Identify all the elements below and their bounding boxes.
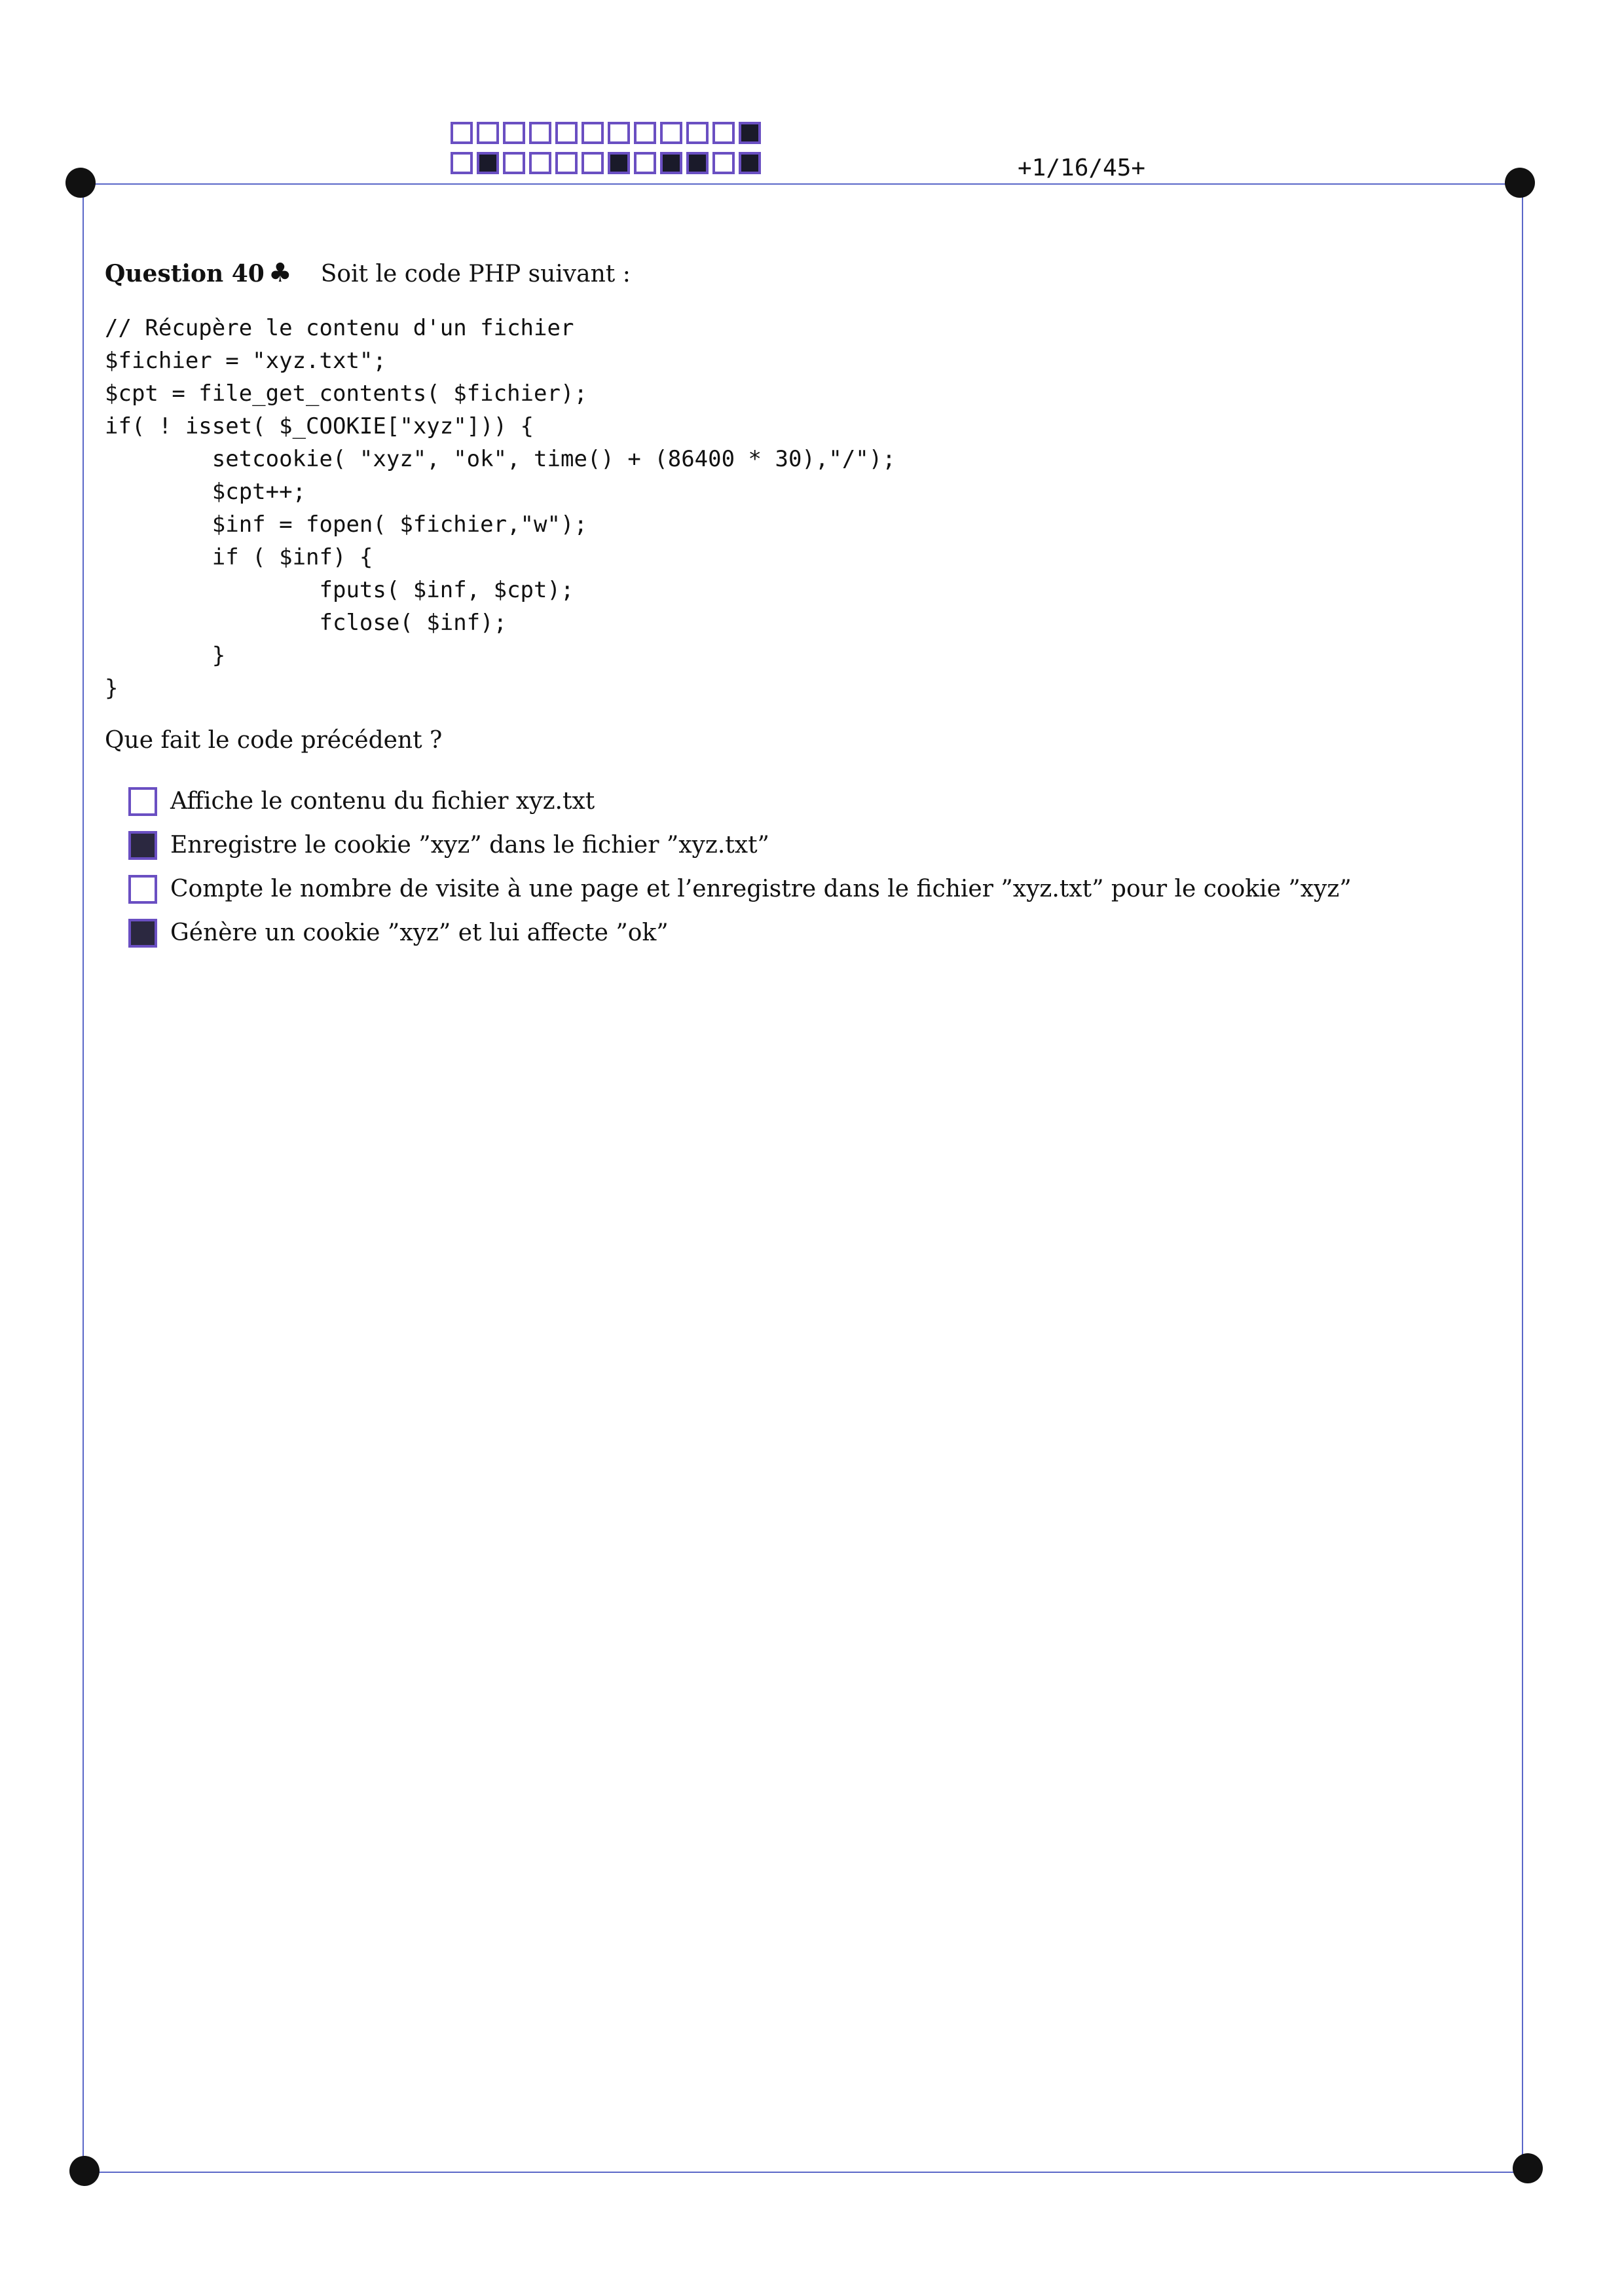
barcode-cell bbox=[712, 122, 735, 144]
page-id: +1/16/45+ bbox=[1018, 155, 1146, 181]
corner-marker-bottom-right bbox=[1513, 2153, 1543, 2183]
barcode-cell bbox=[555, 152, 578, 174]
barcode-cell bbox=[608, 122, 630, 144]
code-block: // Récupère le contenu d'un fichier $fichier = "xyz.txt"; $cpt = file_get_contents( $fichier); if( ! isset( $_COOKIE["xyz"])) { setcookie( "xyz", "ok", time() + (86400 * 30),"/"); $cpt++; $inf = fopen( $fichier,"w"); if ( $inf) { fputs( $inf, $cpt); fclose( $inf); } } bbox=[105, 315, 896, 701]
barcode-cell bbox=[660, 122, 682, 144]
answer-label: Compte le nombre de visite à une page et l’enregistre dans le fichier ”xyz.txt” pour le cookie ”xyz” bbox=[170, 876, 1352, 902]
barcode-cell bbox=[477, 122, 499, 144]
corner-marker-bottom-left bbox=[69, 2156, 100, 2186]
answer-list bbox=[128, 779, 1352, 955]
barcode-cell bbox=[608, 152, 630, 174]
barcode-cell bbox=[451, 122, 473, 144]
barcode-cell bbox=[660, 152, 682, 174]
barcode-cell bbox=[686, 152, 709, 174]
barcode-cell bbox=[477, 152, 499, 174]
question-prompt: Soit le code PHP suivant : bbox=[320, 261, 631, 287]
barcode-cell bbox=[503, 122, 525, 144]
checked-checkbox[interactable] bbox=[128, 831, 157, 860]
answer-label: Génère un cookie ”xyz” et lui affecte ”ok” bbox=[170, 919, 669, 946]
answer-label: Enregistre le cookie ”xyz” dans le fichier ”xyz.txt” bbox=[170, 832, 769, 859]
corner-marker-top-left bbox=[65, 168, 96, 198]
answer-option[interactable] bbox=[128, 823, 1352, 867]
checkbox[interactable] bbox=[128, 875, 157, 904]
barcode-cell bbox=[503, 152, 525, 174]
answer-label: Affiche le contenu du fichier xyz.txt bbox=[170, 788, 595, 815]
barcode-cell bbox=[529, 152, 551, 174]
checkbox[interactable] bbox=[128, 787, 157, 816]
answer-option[interactable] bbox=[128, 911, 1352, 955]
barcode-cell bbox=[451, 152, 473, 174]
question-label: Question 40 bbox=[105, 260, 265, 287]
barcode-row-1 bbox=[451, 122, 765, 144]
barcode-cell bbox=[634, 152, 656, 174]
barcode-cell bbox=[686, 122, 709, 144]
barcode-cell bbox=[634, 122, 656, 144]
answer-option[interactable] bbox=[128, 779, 1352, 823]
barcode-row-2 bbox=[451, 152, 765, 174]
question-header bbox=[105, 258, 631, 288]
barcode-cell bbox=[739, 152, 761, 174]
barcode-cell bbox=[581, 152, 604, 174]
question-text: Que fait le code précédent ? bbox=[105, 727, 443, 754]
checked-checkbox[interactable] bbox=[128, 919, 157, 948]
club-icon: ♣ bbox=[268, 258, 292, 288]
barcode-cell bbox=[581, 122, 604, 144]
barcode-cell bbox=[555, 122, 578, 144]
barcode-cell bbox=[739, 122, 761, 144]
answer-option[interactable] bbox=[128, 867, 1352, 911]
corner-marker-top-right bbox=[1505, 168, 1535, 198]
barcode-cell bbox=[529, 122, 551, 144]
barcode-cell bbox=[712, 152, 735, 174]
